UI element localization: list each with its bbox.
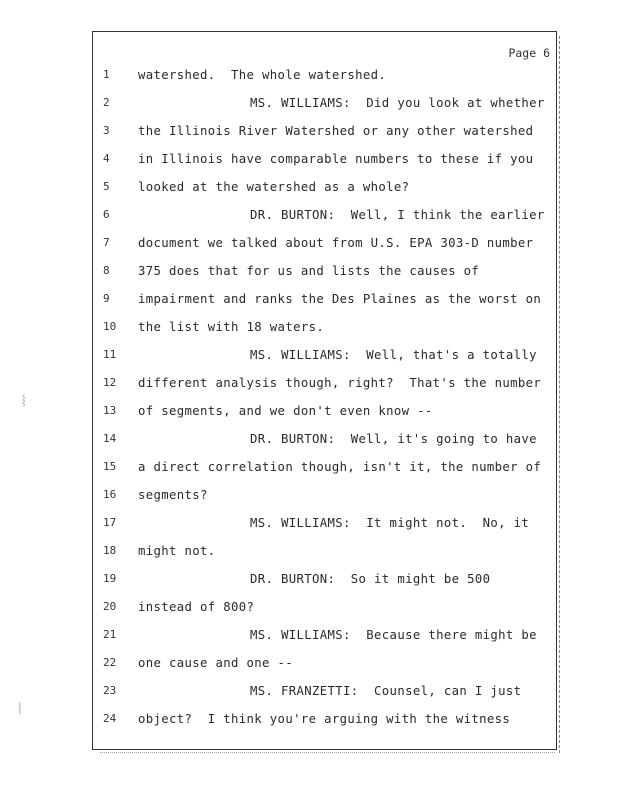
scan-mark: ⸾	[18, 703, 22, 714]
line-text: one cause and one --	[138, 656, 294, 670]
line-text: DR. BURTON: Well, I think the earlier	[250, 208, 545, 222]
line-number: 12	[103, 376, 117, 389]
transcript-page	[92, 31, 557, 750]
line-number: 17	[103, 516, 117, 529]
transcript-line	[93, 514, 556, 532]
line-text: watershed. The whole watershed.	[138, 68, 387, 82]
line-number: 22	[103, 656, 117, 669]
line-number: 14	[103, 432, 117, 445]
footer-rule	[100, 752, 555, 753]
line-number: 1	[103, 68, 110, 81]
line-text: MS. WILLIAMS: Well, that's a totally	[250, 348, 537, 362]
line-number: 18	[103, 544, 117, 557]
transcript-line	[93, 626, 556, 644]
transcript-line	[93, 94, 556, 112]
line-number: 10	[103, 320, 117, 333]
line-text: DR. BURTON: So it might be 500	[250, 572, 491, 586]
transcript-line	[93, 150, 556, 168]
line-number: 20	[103, 600, 117, 613]
transcript-line	[93, 402, 556, 420]
line-text: document we talked about from U.S. EPA 303-D number	[138, 236, 534, 250]
transcript-line	[93, 682, 556, 700]
line-text: in Illinois have comparable numbers to these if you	[138, 152, 534, 166]
line-number: 15	[103, 460, 117, 473]
line-number: 9	[103, 292, 110, 305]
transcript-line	[93, 654, 556, 672]
line-text: 375 does that for us and lists the causes of	[138, 264, 480, 278]
line-number: 16	[103, 488, 117, 501]
transcript-line	[93, 710, 556, 728]
line-number: 7	[103, 236, 110, 249]
line-number: 8	[103, 264, 110, 277]
transcript-line	[93, 290, 556, 308]
line-text: instead of 800?	[138, 600, 255, 614]
line-number: 2	[103, 96, 110, 109]
line-text: the Illinois River Watershed or any other watershed	[138, 124, 534, 138]
line-text: DR. BURTON: Well, it's going to have	[250, 432, 537, 446]
transcript-line	[93, 206, 556, 224]
line-text: MS. WILLIAMS: It might not. No, it	[250, 516, 530, 530]
transcript-line	[93, 234, 556, 252]
line-number: 3	[103, 124, 110, 137]
transcript-line	[93, 178, 556, 196]
transcript-line	[93, 374, 556, 392]
line-number: 13	[103, 404, 117, 417]
line-number: 11	[103, 348, 117, 361]
line-text: the list with 18 waters.	[138, 320, 325, 334]
line-text: object? I think you're arguing with the witness	[138, 712, 511, 726]
transcript-line	[93, 570, 556, 588]
line-number: 6	[103, 208, 110, 221]
line-number: 19	[103, 572, 117, 585]
line-number: 4	[103, 152, 110, 165]
transcript-line	[93, 542, 556, 560]
line-number: 23	[103, 684, 117, 697]
line-text: different analysis though, right? That's the number	[138, 376, 542, 390]
line-text: segments?	[138, 488, 208, 502]
transcript-line	[93, 458, 556, 476]
line-number: 21	[103, 628, 117, 641]
line-text: looked at the watershed as a whole?	[138, 180, 410, 194]
line-number: 24	[103, 712, 117, 725]
page-number: Page 6	[508, 46, 550, 60]
line-text: a direct correlation though, isn't it, the number of	[138, 460, 542, 474]
line-text: might not.	[138, 544, 216, 558]
scan-mark: ⸾	[22, 395, 26, 406]
line-number: 5	[103, 180, 110, 193]
line-text: MS. WILLIAMS: Did you look at whether	[250, 96, 545, 110]
transcript-line	[93, 122, 556, 140]
transcript-line	[93, 598, 556, 616]
transcript-line	[93, 318, 556, 336]
line-text: of segments, and we don't even know --	[138, 404, 433, 418]
transcript-line	[93, 66, 556, 84]
transcript-line	[93, 486, 556, 504]
line-text: impairment and ranks the Des Plaines as the worst on	[138, 292, 542, 306]
transcript-line	[93, 262, 556, 280]
line-text: MS. FRANZETTI: Counsel, can I just	[250, 684, 522, 698]
transcript-line	[93, 430, 556, 448]
line-text: MS. WILLIAMS: Because there might be	[250, 628, 537, 642]
transcript-line	[93, 346, 556, 364]
